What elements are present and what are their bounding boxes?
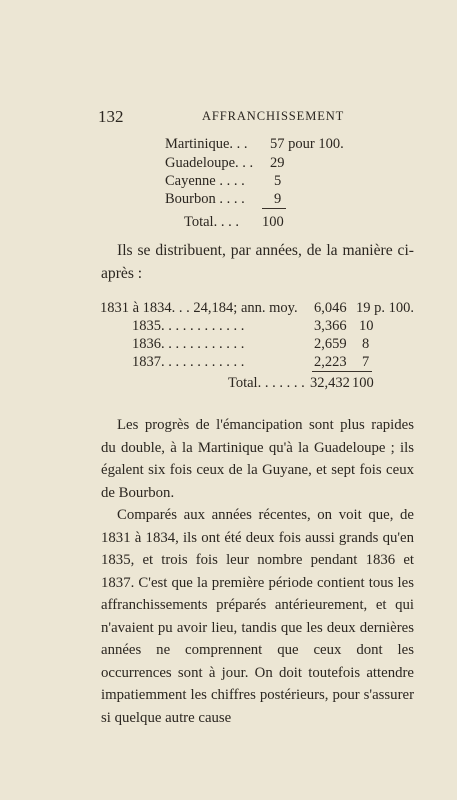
year-row-label: 1835. . . . . . . . . . . . [132, 318, 245, 334]
table-rule [262, 208, 286, 209]
paragraph: Comparés aux années récentes, on voit que, de 1831 à 1834, ils ont été deux fois aussi grands qu'en 1835, et trois fois leur nombre pendant 1836 et 1837. C'est que la première période contient tous les affranchissements préparés antérieurement, et qui n'avaient pu avoir lieu, tandis que les deux dernières années ne comprennent que ceux dont les occurrences sont à jour. On doit toutefois attendre impatiemment les chiffres postérieurs, pour s'assurer si quelque autre cause [101, 507, 414, 726]
year-row-value: 2,659 [314, 336, 347, 352]
year-row-pct: 10 [359, 318, 374, 334]
year-row-pct: 8 [362, 336, 370, 352]
year-row-pct: 7 [362, 354, 370, 370]
paragraph: Les progrès de l'émancipation sont plus rapides du double, à la Martinique qu'à la Guadeloupe ; ils égalent six fois ceux de la Guyane, et sept fois ceux de Bourbon. [101, 417, 414, 501]
colony-name: Martinique. . . [165, 136, 248, 152]
colony-value: 29 [270, 155, 285, 171]
colony-name: Guadeloupe. . . [165, 155, 254, 171]
year-row-value: 6,046 [314, 300, 347, 316]
body-text [101, 414, 414, 729]
colony-name: Cayenne . . . . [165, 173, 245, 189]
colony-value: 5 [274, 173, 282, 189]
table-rule [312, 371, 372, 372]
year-row-label: 1837. . . . . . . . . . . . [132, 354, 245, 370]
colony-value: 9 [274, 191, 282, 207]
page-header [98, 107, 398, 127]
intro-paragraph: Ils se distribuent, par années, de la manière ci-après : [101, 242, 414, 282]
colonies-total-label: Total. . . . [184, 214, 239, 230]
years-total-label: Total. . . . . . . [228, 375, 305, 391]
year-row-label: 1831 à 1834. . . 24,184; ann. moy. [100, 300, 298, 316]
running-title: AFFRANCHISSEMENT [202, 109, 345, 123]
colonies-total-value: 100 [262, 214, 284, 230]
year-row-value: 3,366 [314, 318, 347, 334]
year-row-value: 2,223 [314, 354, 347, 370]
years-total-pct: 100 [352, 375, 374, 391]
colony-name: Bourbon . . . . [165, 191, 245, 207]
year-row-pct: 19 p. 100. [356, 300, 414, 316]
year-row-label: 1836. . . . . . . . . . . . [132, 336, 245, 352]
page-number: 132 [98, 107, 124, 126]
years-total-value: 32,432 [310, 375, 350, 391]
colony-value: 57 pour 100. [270, 136, 344, 152]
